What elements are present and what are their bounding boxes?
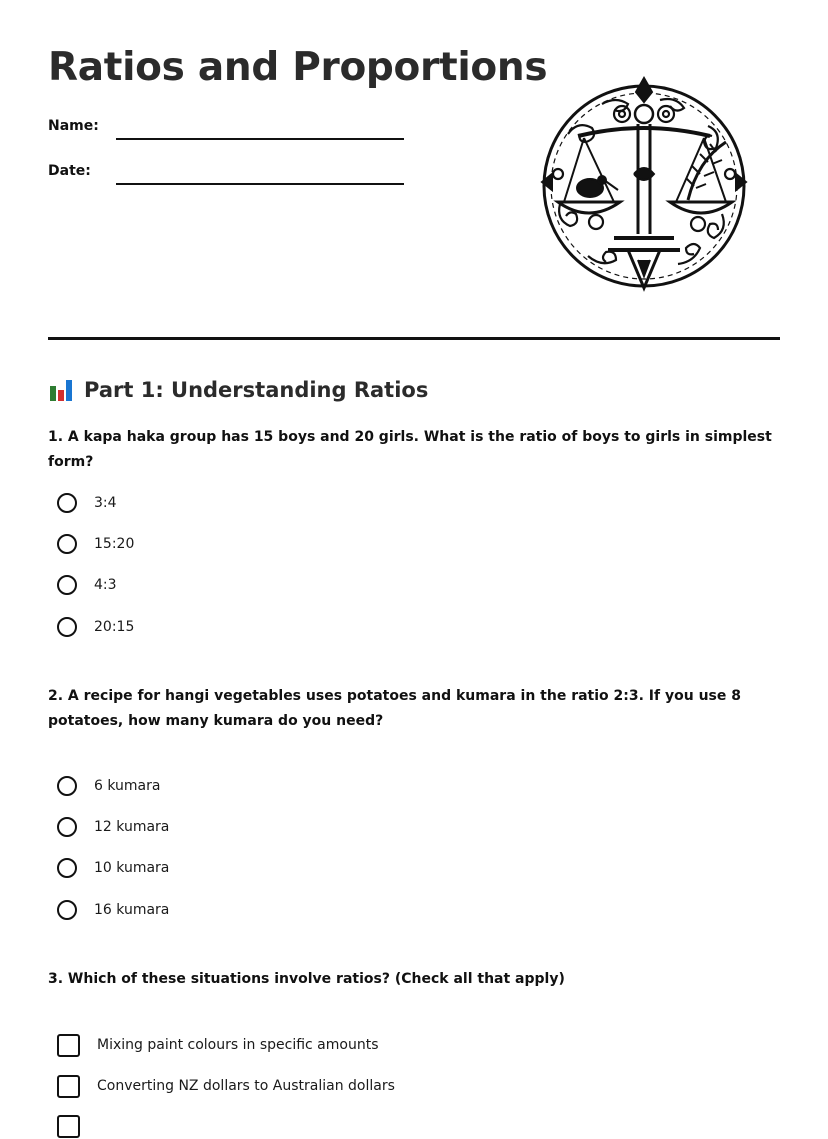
option-label: 12 kumara	[94, 819, 170, 835]
question-1-text: 1. A kapa haka group has 15 boys and 20 girls. What is the ratio of boys to girls in simplest form?	[48, 429, 772, 470]
radio-button[interactable]	[57, 776, 77, 796]
option-label: Mixing paint colours in specific amounts	[97, 1037, 379, 1053]
q1-option-4[interactable]	[57, 614, 134, 640]
page-title: Ratios and Proportions	[48, 45, 548, 90]
q3-option-2[interactable]	[57, 1073, 395, 1099]
scales-of-justice-emblem-icon	[538, 74, 750, 294]
name-field[interactable]	[116, 138, 404, 140]
q3-option-3[interactable]	[57, 1113, 97, 1139]
part1-title: Part 1: Understanding Ratios	[84, 378, 429, 402]
bar-chart-icon	[48, 377, 74, 403]
radio-button[interactable]	[57, 858, 77, 878]
q3-option-1[interactable]	[57, 1032, 378, 1058]
radio-button[interactable]	[57, 534, 77, 554]
radio-button[interactable]	[57, 575, 77, 595]
name-label: Name:	[48, 118, 99, 134]
radio-button[interactable]	[57, 617, 77, 637]
option-label: 3:4	[94, 495, 117, 511]
q2-option-3[interactable]	[57, 855, 169, 881]
option-label: 10 kumara	[94, 860, 170, 876]
date-field[interactable]	[116, 183, 404, 185]
q2-option-2[interactable]	[57, 814, 169, 840]
option-label: 15:20	[94, 536, 135, 552]
part1-header	[48, 375, 428, 405]
question-3-text: 3. Which of these situations involve ratios? (Check all that apply)	[48, 971, 565, 987]
date-label: Date:	[48, 163, 91, 179]
q2-option-4[interactable]	[57, 897, 169, 923]
question-2-text: 2. A recipe for hangi vegetables uses potatoes and kumara in the ratio 2:3. If you use 8 potatoes, how many kumara do you need?	[48, 688, 741, 729]
radio-button[interactable]	[57, 900, 77, 920]
radio-button[interactable]	[57, 493, 77, 513]
checkbox[interactable]	[57, 1034, 80, 1057]
option-label: Converting NZ dollars to Australian dollars	[97, 1078, 395, 1094]
option-label: 4:3	[94, 577, 117, 593]
checkbox[interactable]	[57, 1075, 80, 1098]
radio-button[interactable]	[57, 817, 77, 837]
q1-option-3[interactable]	[57, 572, 117, 598]
q1-option-2[interactable]	[57, 531, 134, 557]
q2-option-1[interactable]	[57, 773, 160, 799]
option-label: 20:15	[94, 619, 135, 635]
header-divider	[48, 337, 780, 340]
q1-option-1[interactable]	[57, 490, 117, 516]
option-label: 16 kumara	[94, 902, 170, 918]
option-label: 6 kumara	[94, 778, 161, 794]
